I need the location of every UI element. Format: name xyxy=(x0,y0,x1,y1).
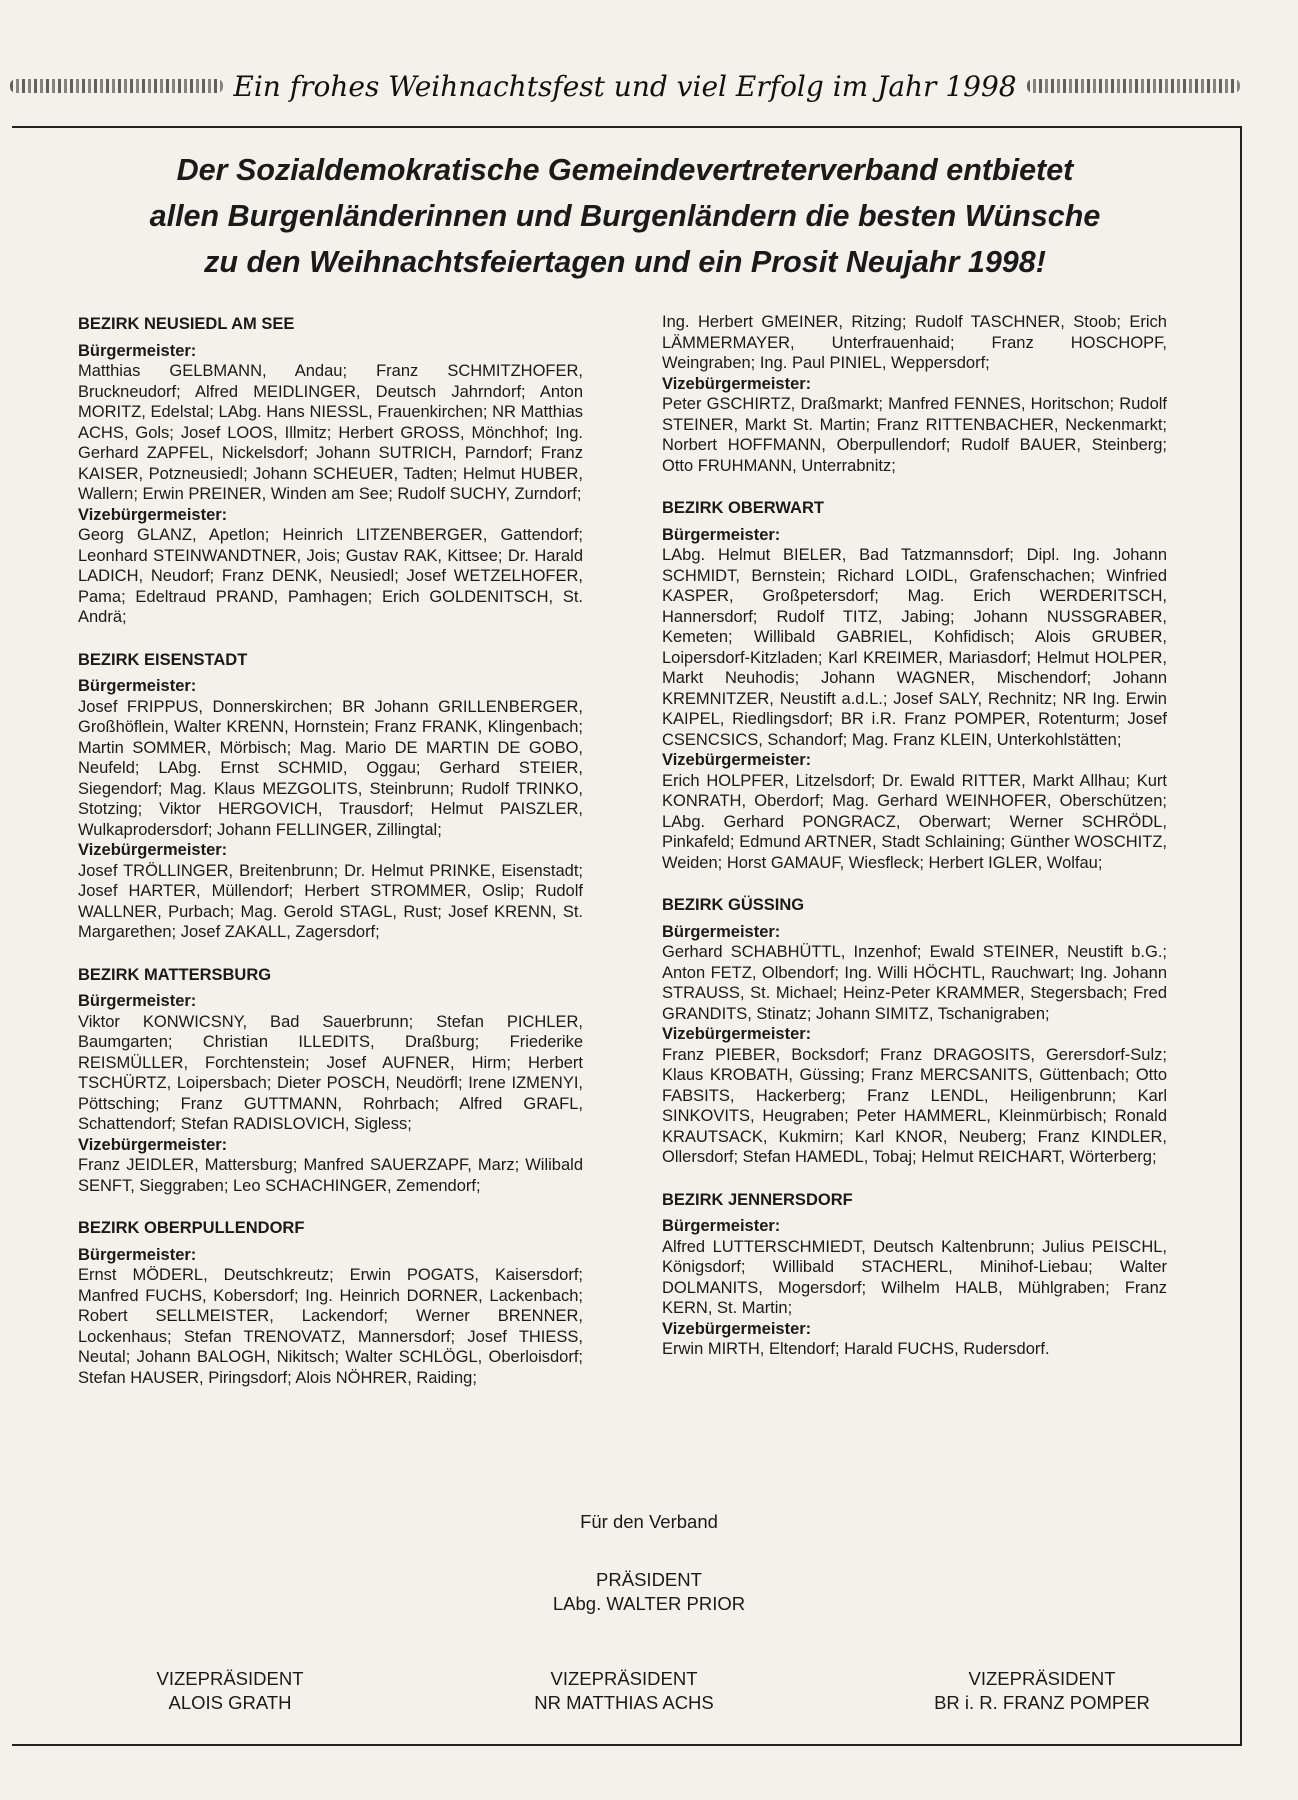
district-title: BEZIRK EISENSTADT xyxy=(78,650,248,669)
mayor-list: Viktor KONWICSNY, Bad Sauerbrunn; Stefan PICHLER, Baumgarten; Christian ILLEDITS, Draßburg; Friederike REISMÜLLER, Forchtenstein; Josef AUFNER, Hirm; Herbert TSCHÜRTZ, Loipersbach; Dieter POSCH, Neudörfl; Irene IZMENYI, Pöttsching; Franz GUTTMANN, Rohrbach; Alfred GRAFL, Schattendorf; Stefan RADISLOVICH, Sigless; xyxy=(78,1012,583,1133)
vice-president-3 xyxy=(892,1667,1192,1715)
mayor-list: Gerhard SCHABHÜTTL, Inzenhof; Ewald STEINER, Neustift b.G.; Anton FETZ, Olbendorf; Ing. Willi HÖCHTL, Rauchwart; Ing. Johann STRAUSS, St. Michael; Heinz-Peter KRAMMER, Stegersbach; Fred GRANDITS, Stinatz; Johann SIMITZ, Tschanigraben; xyxy=(662,943,1167,1023)
headline-line: zu den Weihnachtsfeiertagen und ein Prosit Neujahr 1998! xyxy=(204,244,1046,279)
district-title: BEZIRK JENNERSDORF xyxy=(662,1190,853,1209)
vice-mayor-label: Vizebürgermeister: xyxy=(662,1025,812,1043)
banner-text: Ein frohes Weihnachtsfest und viel Erfolg im Jahr 1998 xyxy=(233,69,1017,103)
district-title: BEZIRK MATTERSBURG xyxy=(78,965,272,984)
vice-president-2 xyxy=(474,1667,774,1715)
vice-mayor-label: Vizebürgermeister: xyxy=(78,841,228,859)
headline-line: allen Burgenländerinnen und Burgenländern die besten Wünsche xyxy=(149,198,1101,233)
vice-mayor-list: Erich HOLPFER, Litzelsdorf; Dr. Ewald RITTER, Markt Allhau; Kurt KONRATH, Oberdorf; Mag. Gerhard WEINHOFER, Oberschützen; LAbg. Gerhard PONGRACZ, Oberwart; Werner SCHRÖDL, Pinkafeld; Edmund ARTNER, Stadt Schlaining; Günther WOSCHITZ, Weiden; Horst GAMAUF, Wiesfleck; Herbert IGLER, Wolfau; xyxy=(662,771,1167,872)
right-column xyxy=(662,312,1167,1382)
vice-mayor-label: Vizebürgermeister: xyxy=(78,1135,228,1154)
president-title: PRÄSIDENT xyxy=(596,1569,702,1590)
mayor-label: Bürgermeister: xyxy=(662,922,781,941)
district-oberwart xyxy=(662,498,1167,873)
mayor-label: Bürgermeister: xyxy=(78,341,197,360)
district-eisenstadt xyxy=(78,650,583,943)
mayor-label: Bürgermeister: xyxy=(662,1217,781,1235)
vice-mayor-list: Georg GLANZ, Apetlon; Heinrich LITZENBERGER, Gattendorf; Leonhard STEINWANDTNER, Jois; Gustav RAK, Kittsee; Dr. Harald LADICH, Neudorf; Franz DENK, Neusiedl; Josef WETZELHOFER, Pama; Edeltraud PRAND, Pamhagen; Erich GOLDENITSCH, St. Andrä; xyxy=(78,526,583,626)
mayor-list: Ernst MÖDERL, Deutschkreutz; Erwin POGATS, Kaisersdorf; Manfred FUCHS, Kobersdorf; Ing. Heinrich DORNER, Lackenbach; Robert SELLMEISTER, Lackendorf; Werner BRENNER, Lockenhaus; Stefan TRENOVATZ, Mannersdorf; Josef THIESS, Neutal; Johann BALOGH, Nikitsch; Walter SCHLÖGL, Oberloisdorf; Stefan HAUSER, Piringsdorf; Alois NÖHRER, Raiding; xyxy=(78,1266,583,1387)
mayor-label: Bürgermeister: xyxy=(662,525,781,544)
vice-president-1 xyxy=(80,1667,380,1715)
district-oberpullendorf-continued xyxy=(662,312,1167,476)
vice-mayor-label: Vizebürgermeister: xyxy=(662,374,812,393)
president-name: LAbg. WALTER PRIOR xyxy=(552,1593,746,1614)
mayor-label: Bürgermeister: xyxy=(78,677,197,695)
signoff-for-association: Für den Verband xyxy=(580,1511,718,1532)
district-jennersdorf xyxy=(662,1190,1167,1360)
mayor-list: Josef FRIPPUS, Donnerskirchen; BR Johann GRILLENBERGER, Großhöflein, Walter KRENN, Hornstein; Franz FRANK, Klingenbach; Martin SOMMER, Mörbisch; Mag. Mario DE MARTIN DE GOBO, Neufeld; LAbg. Ernst SCHMID, Oggau; Gerhard STEIER, Siegendorf; Mag. Klaus MEZGOLITS, Steinbrunn; Rudolf TRINKO, Stotzing; Viktor HERGOVICH, Trausdorf; Helmut PAISZLER, Wulkaprodersdorf; Johann FELLINGER, Zillingtal; xyxy=(78,697,583,839)
district-title: BEZIRK GÜSSING xyxy=(662,896,805,914)
president-block xyxy=(0,1568,1298,1616)
vice-president-name: NR MATTHIAS ACHS xyxy=(534,1692,714,1713)
vice-mayor-label: Vizebürgermeister: xyxy=(662,1319,812,1338)
headline-line: Der Sozialdemokratische Gemeindevertreterverband entbietet xyxy=(176,153,1074,187)
district-title: BEZIRK OBERPULLENDORF xyxy=(78,1219,305,1237)
vice-mayor-label: Vizebürgermeister: xyxy=(78,505,228,524)
vice-mayor-list: Franz JEIDLER, Mattersburg; Manfred SAUERZAPF, Marz; Wilibald SENFT, Sieggraben; Leo SCHACHINGER, Zemendorf; xyxy=(78,1156,583,1195)
vice-mayor-label: Vizebürgermeister: xyxy=(662,751,812,769)
district-title: BEZIRK NEUSIEDL AM SEE xyxy=(78,315,295,333)
district-oberpullendorf xyxy=(78,1218,583,1388)
vice-president-title: VIZEPRÄSIDENT xyxy=(968,1668,1116,1689)
vice-president-name: BR i. R. FRANZ POMPER xyxy=(934,1692,1150,1713)
greeting-banner xyxy=(0,58,1250,114)
mayor-list: Alfred LUTTERSCHMIEDT, Deutsch Kaltenbrunn; Julius PEISCHL, Königsdorf; Willibald STACHERL, Minihof-Liebau; Walter DOLMANITS, Mogersdorf; Wilhelm HALB, Mühlgraben; Franz KERN, St. Martin; xyxy=(662,1237,1167,1317)
mayor-list: Ing. Herbert GMEINER, Ritzing; Rudolf TASCHNER, Stoob; Erich LÄMMERMAYER, Unterfrauenhaid; Franz HOSCHOPF, Weingraben; Ing. Paul PINIEL, Weppersdorf; xyxy=(662,313,1167,372)
vice-president-title: VIZEPRÄSIDENT xyxy=(550,1668,698,1689)
floral-ornament-right xyxy=(1027,79,1240,93)
vice-president-name: ALOIS GRATH xyxy=(168,1692,292,1713)
district-neusiedl xyxy=(78,314,583,628)
mayor-label: Bürgermeister: xyxy=(78,992,197,1010)
district-mattersburg xyxy=(78,965,583,1197)
headline xyxy=(40,148,1210,285)
district-guessing xyxy=(662,895,1167,1168)
vice-mayor-list: Franz PIEBER, Bocksdorf; Franz DRAGOSITS, Gerersdorf-Sulz; Klaus KROBATH, Güssing; Franz MERCSANITS, Güttenbach; Otto FABSITS, Hackerberg; Franz LENDL, Heiligenbrunn; Karl SINKOVITS, Heugraben; Peter HAMMERL, Kleinmürbisch; Ronald KRAUTSACK, Kukmirn; Karl KNOR, Neuberg; Franz KINDLER, Ollersdorf; Stefan HAMEDL, Tobaj; Helmut REICHART, Wörterberg; xyxy=(662,1045,1167,1166)
vice-mayor-list: Erwin MIRTH, Eltendorf; Harald FUCHS, Rudersdorf. xyxy=(662,1340,1050,1358)
mayor-list: Matthias GELBMANN, Andau; Franz SCHMITZHOFER, Bruckneudorf; Alfred MEIDLINGER, Deutsch Jahrndorf; Anton MORITZ, Edelstal; LAbg. Hans NIESSL, Frauenkirchen; NR Matthias ACHS, Gols; Josef LOOS, Illmitz; Herbert GROSS, Mönchhof; Ing. Gerhard ZAPFEL, Nickelsdorf; Johann SUTRICH, Parndorf; Franz KAISER, Potzneusiedl; Johann SCHEUER, Tadten; Helmut HUBER, Wallern; Erwin PREINER, Winden am See; Rudolf SUCHY, Zurndorf; xyxy=(78,362,583,503)
vice-mayor-list: Peter GSCHIRTZ, Draßmarkt; Manfred FENNES, Horitschon; Rudolf STEINER, Markt St. Martin; Franz RITTENBACHER, Neckenmarkt; Norbert HOFFMANN, Oberpullendorf; Rudolf BAUER, Steinberg; Otto FRUHMANN, Unterrabnitz; xyxy=(662,395,1167,475)
floral-ornament-left xyxy=(10,79,223,93)
mayor-list: LAbg. Helmut BIELER, Bad Tatzmannsdorf; Dipl. Ing. Johann SCHMIDT, Bernstein; Richard LOIDL, Grafenschachen; Winfried KASPER, Großpetersdorf; Mag. Erich WERDERITSCH, Hannersdorf; Rudolf TITZ, Jabing; Johann NUSSGRABER, Kemeten; Willibald GABRIEL, Kohfidisch; Alois GRUBER, Loipersdorf-Kitzladen; Karl KREIMER, Mariasdorf; Helmut HOLPER, Markt Neuhodis; Johann WAGNER, Mischendorf; Johann KREMNITZER, Neustift a.d.L.; Josef SALY, Rechnitz; NR Ing. Erwin KAIPEL, Riedlingsdorf; BR i.R. Franz POMPER, Rotenturm; Josef CSENCSICS, Schandorf; Mag. Franz KLEIN, Unterkohlstätten; xyxy=(662,546,1167,749)
mayor-label: Bürgermeister: xyxy=(78,1245,197,1264)
district-title: BEZIRK OBERWART xyxy=(662,499,824,517)
vice-president-title: VIZEPRÄSIDENT xyxy=(156,1668,304,1689)
vice-mayor-list: Josef TRÖLLINGER, Breitenbrunn; Dr. Helmut PRINKE, Eisenstadt; Josef HARTER, Müllendorf; Herbert STROMMER, Oslip; Rudolf WALLNER, Purbach; Mag. Gerold STAGL, Rust; Josef KRENN, St. Margarethen; Josef ZAKALL, Zagersdorf; xyxy=(78,861,583,941)
left-column xyxy=(78,314,583,1410)
